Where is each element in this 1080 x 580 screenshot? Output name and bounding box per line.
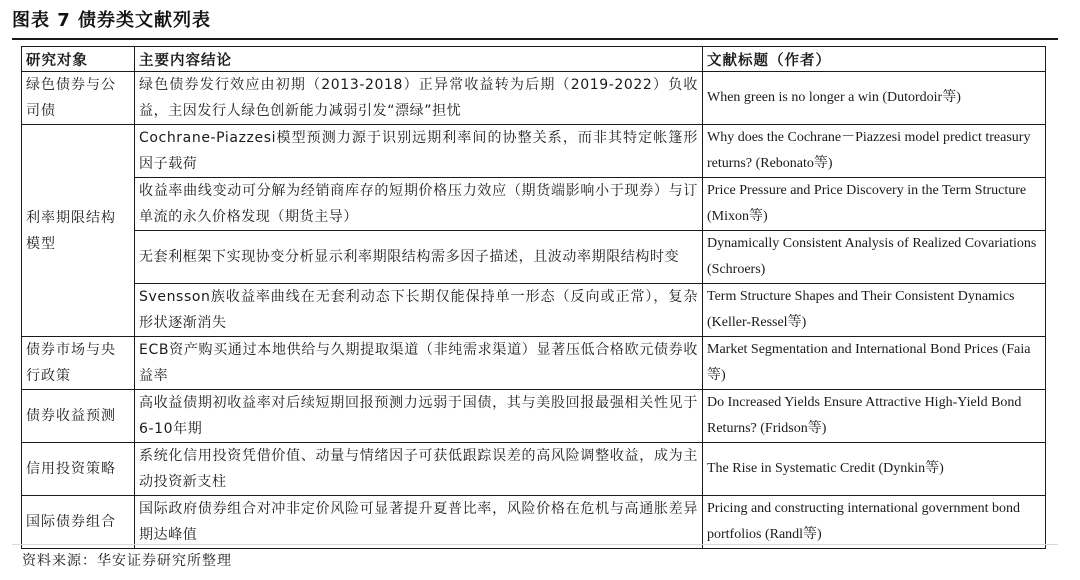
summary-cell: Cochrane-Piazzesi模型预测力源于识别远期利率间的协整关系，而非其特定帐篷形因子载荷 — [135, 125, 703, 178]
reference-cell: The Rise in Systematic Credit (Dynkin等) — [703, 443, 1046, 496]
topic-cell: 债券市场与央行政策 — [22, 337, 135, 390]
topic-cell: 信用投资策略 — [22, 443, 135, 496]
table-row — [22, 72, 1046, 125]
reference-cell: Term Structure Shapes and Their Consistent Dynamics (Keller-Ressel等) — [703, 284, 1046, 337]
summary-cell: 高收益债期初收益率对后续短期回报预测力远弱于国债，其与美股回报最强相关性见于6-10年期 — [135, 390, 703, 443]
topic-cell: 国际债券组合 — [22, 496, 135, 549]
title-divider — [12, 38, 1058, 40]
source-note: 资料来源：华安证券研究所整理 — [22, 553, 232, 569]
reference-cell: Dynamically Consistent Analysis of Realized Covariations (Schroers) — [703, 231, 1046, 284]
summary-cell: 系统化信用投资凭借价值、动量与情绪因子可获低跟踪误差的高风险调整收益，成为主动投资新支柱 — [135, 443, 703, 496]
header-paper-title-author: 文献标题（作者） — [703, 47, 1046, 72]
reference-cell: Pricing and constructing international government bond portfolios (Randl等) — [703, 496, 1046, 549]
header-row — [22, 47, 1046, 72]
table-body — [22, 72, 1046, 549]
summary-cell: Svensson族收益率曲线在无套利动态下长期仅能保持单一形态（反向或正常），复杂形状逐渐消失 — [135, 284, 703, 337]
table-row — [22, 231, 1046, 284]
table-row — [22, 178, 1046, 231]
header-research-object: 研究对象 — [22, 47, 135, 72]
table-header — [22, 47, 1046, 72]
footer-divider — [12, 544, 1058, 545]
reference-cell: Why does the Cochrane－Piazzesi model predict treasury returns? (Rebonato等) — [703, 125, 1046, 178]
table-row — [22, 390, 1046, 443]
reference-cell: When green is no longer a win (Dutordoir等) — [703, 72, 1046, 125]
summary-cell: 无套利框架下实现协变分析显示利率期限结构需多因子描述，且波动率期限结构时变 — [135, 231, 703, 284]
header-main-conclusions: 主要内容结论 — [135, 47, 703, 72]
table-row — [22, 496, 1046, 549]
reference-cell: Market Segmentation and International Bond Prices (Faia等) — [703, 337, 1046, 390]
summary-cell: 国际政府债券组合对冲非定价风险可显著提升夏普比率，风险价格在危机与高通胀差异期达峰值 — [135, 496, 703, 549]
table-row — [22, 125, 1046, 178]
summary-cell: 收益率曲线变动可分解为经销商库存的短期价格压力效应（期货端影响小于现券）与订单流的永久价格发现（期货主导） — [135, 178, 703, 231]
literature-table — [21, 46, 1046, 549]
figure-title: 图表 7 债券类文献列表 — [12, 10, 212, 31]
table-row — [22, 337, 1046, 390]
table-row — [22, 284, 1046, 337]
summary-cell: 绿色债券发行效应由初期（2013-2018）正异常收益转为后期（2019-2022）负收益，主因发行人绿色创新能力减弱引发“漂绿”担忧 — [135, 72, 703, 125]
summary-cell: ECB资产购买通过本地供给与久期提取渠道（非纯需求渠道）显著压低合格欧元债券收益率 — [135, 337, 703, 390]
reference-cell: Do Increased Yields Ensure Attractive High-Yield Bond Returns? (Fridson等) — [703, 390, 1046, 443]
topic-cell: 利率期限结构模型 — [22, 125, 135, 337]
reference-cell: Price Pressure and Price Discovery in the Term Structure (Mixon等) — [703, 178, 1046, 231]
topic-cell: 债券收益预测 — [22, 390, 135, 443]
table-row — [22, 443, 1046, 496]
topic-cell: 绿色债券与公司债 — [22, 72, 135, 125]
